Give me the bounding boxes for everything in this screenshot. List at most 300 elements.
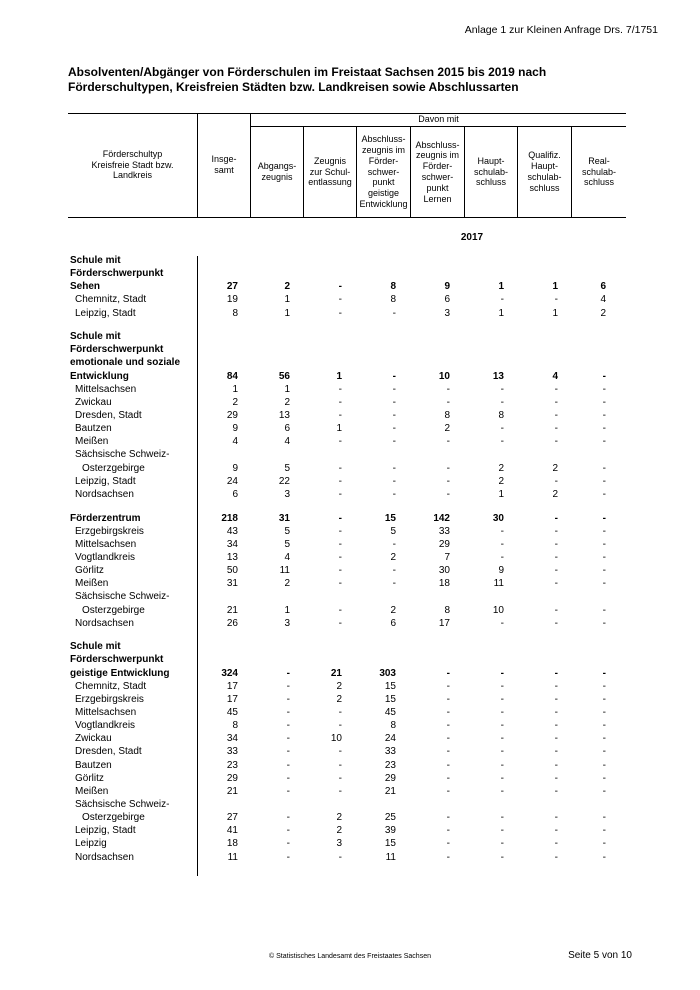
table-row bbox=[68, 772, 626, 785]
row-value: 303 bbox=[379, 667, 396, 679]
row-value: - bbox=[602, 512, 606, 524]
row-value: 15 bbox=[384, 512, 396, 524]
row-value: - bbox=[500, 772, 504, 784]
row-value: 9 bbox=[498, 565, 504, 577]
row-value: 18 bbox=[226, 838, 238, 850]
row-label: Erzgebirgskreis bbox=[75, 693, 144, 705]
table-row bbox=[68, 680, 626, 693]
row-value: - bbox=[602, 423, 606, 435]
row-value: - bbox=[602, 604, 606, 616]
row-label: Bautzen bbox=[75, 423, 112, 435]
row-value: 18 bbox=[438, 578, 450, 590]
row-value: - bbox=[446, 383, 450, 395]
row-value: - bbox=[392, 370, 396, 382]
row-value: - bbox=[554, 436, 558, 448]
table-row bbox=[68, 396, 626, 409]
table-row bbox=[68, 435, 626, 448]
row-value: - bbox=[500, 733, 504, 745]
row-value: - bbox=[446, 733, 450, 745]
row-value: - bbox=[554, 693, 558, 705]
row-value: - bbox=[602, 396, 606, 408]
row-value: - bbox=[500, 667, 504, 679]
header-davon-cell bbox=[251, 113, 626, 126]
row-value: 1 bbox=[232, 383, 238, 395]
row-value: - bbox=[338, 565, 342, 577]
row-value: - bbox=[286, 720, 290, 732]
table-row bbox=[68, 370, 626, 383]
row-value: 19 bbox=[226, 294, 238, 306]
row-value: 142 bbox=[433, 512, 450, 524]
row-value: - bbox=[554, 578, 558, 590]
row-value: 13 bbox=[492, 370, 504, 382]
header-col-text bbox=[258, 161, 297, 183]
row-value: 31 bbox=[226, 578, 238, 590]
row-value: 2 bbox=[498, 475, 504, 487]
row-value: - bbox=[554, 383, 558, 395]
row-label: Meißen bbox=[75, 436, 109, 448]
row-value: 3 bbox=[284, 488, 290, 500]
row-value: 1 bbox=[336, 370, 342, 382]
row-value: - bbox=[446, 488, 450, 500]
table-row bbox=[68, 706, 626, 719]
row-value: 3 bbox=[284, 617, 290, 629]
annex-reference: Anlage 1 zur Kleinen Anfrage Drs. 7/1751 bbox=[464, 24, 658, 36]
row-value: - bbox=[286, 746, 290, 758]
table-row bbox=[68, 759, 626, 772]
row-value: 6 bbox=[600, 281, 606, 293]
row-label: Leipzig bbox=[75, 838, 107, 850]
row-value: - bbox=[500, 436, 504, 448]
row-value: 2 bbox=[284, 578, 290, 590]
row-value: - bbox=[500, 423, 504, 435]
data-table bbox=[68, 113, 626, 876]
header-col-text bbox=[415, 140, 459, 205]
row-value: - bbox=[446, 667, 450, 679]
row-value: - bbox=[602, 565, 606, 577]
row-value: 3 bbox=[336, 838, 342, 850]
table-row bbox=[68, 538, 626, 551]
row-label: Leipzig, Stadt bbox=[75, 307, 136, 319]
row-value: 1 bbox=[284, 604, 290, 616]
row-value: 1 bbox=[498, 488, 504, 500]
header-total-cell bbox=[198, 113, 250, 217]
row-value: - bbox=[338, 307, 342, 319]
row-label: Osterzgebirge bbox=[82, 604, 145, 616]
header-col-line: schulab- bbox=[581, 166, 617, 177]
row-value: - bbox=[554, 733, 558, 745]
row-value: 21 bbox=[384, 785, 396, 797]
row-value: - bbox=[554, 720, 558, 732]
row-value: 17 bbox=[226, 693, 238, 705]
row-value: - bbox=[500, 525, 504, 537]
row-value: 6 bbox=[390, 617, 396, 629]
row-value: - bbox=[338, 772, 342, 784]
row-value: 9 bbox=[444, 281, 450, 293]
row-value: 8 bbox=[498, 410, 504, 422]
table-row bbox=[68, 267, 626, 280]
row-value: - bbox=[446, 680, 450, 692]
row-value: - bbox=[392, 462, 396, 474]
row-label: Leipzig, Stadt bbox=[75, 475, 136, 487]
row-value: 6 bbox=[284, 423, 290, 435]
table-row bbox=[68, 785, 626, 798]
row-value: - bbox=[286, 812, 290, 824]
row-value: - bbox=[500, 759, 504, 771]
row-value: 50 bbox=[226, 565, 238, 577]
row-label: Osterzgebirge bbox=[82, 462, 145, 474]
header-col-text bbox=[308, 156, 352, 188]
row-value: - bbox=[554, 294, 558, 306]
row-value: 15 bbox=[384, 693, 396, 705]
row-value: - bbox=[554, 617, 558, 629]
row-value: 22 bbox=[278, 475, 290, 487]
row-value: - bbox=[602, 693, 606, 705]
table-row bbox=[68, 356, 626, 369]
row-value: - bbox=[602, 488, 606, 500]
row-value: 34 bbox=[226, 733, 238, 745]
row-value: 31 bbox=[278, 512, 290, 524]
row-label: Meißen bbox=[75, 785, 109, 797]
table-row bbox=[68, 293, 626, 306]
row-label: Schule mit bbox=[70, 255, 121, 266]
row-value: 4 bbox=[284, 551, 290, 563]
row-value: - bbox=[392, 396, 396, 408]
row-value: 4 bbox=[232, 436, 238, 448]
row-value: 1 bbox=[498, 307, 504, 319]
header-col-line: Haupt- bbox=[477, 155, 505, 166]
row-value: 1 bbox=[498, 281, 504, 293]
row-value: - bbox=[446, 462, 450, 474]
header-label-line: Landkreis bbox=[112, 170, 152, 181]
row-value: 2 bbox=[552, 462, 558, 474]
table-row bbox=[68, 653, 626, 666]
row-value: - bbox=[554, 746, 558, 758]
row-label: Bautzen bbox=[75, 759, 112, 771]
row-value: 2 bbox=[390, 604, 396, 616]
row-value: 1 bbox=[336, 423, 342, 435]
header-col-cell bbox=[357, 127, 410, 217]
row-value: 2 bbox=[498, 462, 504, 474]
row-value: 21 bbox=[226, 604, 238, 616]
row-value: 23 bbox=[384, 759, 396, 771]
row-value: - bbox=[500, 383, 504, 395]
row-value: 1 bbox=[284, 383, 290, 395]
row-value: - bbox=[338, 383, 342, 395]
row-value: 2 bbox=[600, 307, 606, 319]
row-value: - bbox=[554, 680, 558, 692]
row-value: 45 bbox=[226, 707, 238, 718]
row-label: Sehen bbox=[70, 281, 101, 293]
header-col-line: zeugnis im bbox=[415, 150, 459, 161]
row-value: - bbox=[392, 565, 396, 577]
row-value: 17 bbox=[438, 617, 450, 629]
row-label: Schule mit bbox=[70, 641, 121, 653]
row-value: 4 bbox=[600, 294, 606, 306]
table-row bbox=[68, 693, 626, 706]
row-value: - bbox=[446, 707, 450, 718]
row-value: - bbox=[392, 383, 396, 395]
row-value: - bbox=[446, 759, 450, 771]
row-value: 4 bbox=[552, 370, 558, 382]
row-value: - bbox=[602, 785, 606, 797]
row-value: - bbox=[602, 667, 606, 679]
table-row bbox=[68, 732, 626, 745]
row-value: - bbox=[554, 565, 558, 577]
table-row bbox=[68, 475, 626, 488]
row-value: 24 bbox=[384, 733, 396, 745]
row-value: - bbox=[554, 396, 558, 408]
row-value: 10 bbox=[492, 604, 504, 616]
header-col-line: Abschluss- bbox=[361, 134, 406, 145]
table-row bbox=[68, 525, 626, 538]
row-value: - bbox=[338, 759, 342, 771]
row-value: - bbox=[554, 423, 558, 435]
row-value: - bbox=[602, 746, 606, 758]
row-value: 2 bbox=[336, 680, 342, 692]
row-value: 324 bbox=[221, 667, 238, 679]
row-value: 5 bbox=[284, 462, 290, 474]
row-value: 5 bbox=[284, 525, 290, 537]
row-value: - bbox=[500, 396, 504, 408]
header-bottom-rule bbox=[68, 217, 626, 218]
row-value: - bbox=[338, 488, 342, 500]
title-line-2: Förderschultypen, Kreisfreien Städten bzw. Landkreisen sowie Abschlussarten bbox=[68, 80, 519, 94]
row-label: Mittelsachsen bbox=[75, 707, 137, 718]
row-value: - bbox=[338, 851, 342, 863]
row-value: - bbox=[602, 617, 606, 629]
row-value: - bbox=[446, 838, 450, 850]
row-value: 10 bbox=[330, 733, 342, 745]
row-label: Mittelsachsen bbox=[75, 538, 137, 550]
table-row bbox=[68, 617, 626, 630]
row-label: Görlitz bbox=[75, 565, 104, 577]
row-value: 45 bbox=[384, 707, 396, 718]
row-value: 27 bbox=[226, 812, 238, 824]
row-value: - bbox=[392, 538, 396, 550]
row-value: - bbox=[554, 812, 558, 824]
row-value: - bbox=[286, 680, 290, 692]
header-total-line: Insge- bbox=[211, 154, 237, 165]
table-body bbox=[68, 254, 626, 864]
row-label: Schule mit bbox=[70, 331, 121, 343]
row-value: - bbox=[446, 772, 450, 784]
row-value: 23 bbox=[226, 759, 238, 771]
row-value: - bbox=[602, 538, 606, 550]
table-row bbox=[68, 551, 626, 564]
row-value: 1 bbox=[552, 281, 558, 293]
header-col-cell bbox=[518, 127, 571, 217]
row-value: - bbox=[602, 525, 606, 537]
row-value: - bbox=[392, 423, 396, 435]
row-value: 29 bbox=[438, 538, 450, 550]
row-label: Dresden, Stadt bbox=[75, 410, 142, 422]
page-title bbox=[68, 65, 648, 95]
header-col-line: Real- bbox=[588, 155, 610, 166]
row-value: - bbox=[338, 294, 342, 306]
row-value: 11 bbox=[227, 851, 238, 863]
row-value: - bbox=[500, 838, 504, 850]
row-value: - bbox=[554, 410, 558, 422]
row-value: - bbox=[338, 538, 342, 550]
header-col-cell bbox=[251, 127, 303, 217]
header-col-line: punkt bbox=[372, 177, 395, 188]
row-value: - bbox=[286, 785, 290, 797]
row-value: 25 bbox=[384, 812, 396, 824]
row-value: - bbox=[602, 825, 606, 837]
row-value: - bbox=[602, 436, 606, 448]
table-row bbox=[68, 590, 626, 603]
table-row bbox=[68, 330, 626, 343]
row-value: - bbox=[602, 720, 606, 732]
header-col-text bbox=[359, 134, 407, 210]
header-label-line: Förderschultyp bbox=[102, 148, 163, 159]
header-col-line: schluss bbox=[529, 182, 560, 193]
row-value: - bbox=[392, 436, 396, 448]
row-value: - bbox=[286, 772, 290, 784]
row-value: 2 bbox=[336, 812, 342, 824]
table-row bbox=[68, 343, 626, 356]
row-value: 2 bbox=[336, 825, 342, 837]
header-label-cell bbox=[68, 113, 197, 217]
row-value: - bbox=[554, 825, 558, 837]
table-row bbox=[68, 564, 626, 577]
footer-page-number: Seite 5 von 10 bbox=[568, 950, 632, 961]
row-value: - bbox=[554, 707, 558, 718]
row-value: 9 bbox=[232, 423, 238, 435]
header-col-line: Abgangs- bbox=[257, 161, 297, 172]
row-value: - bbox=[338, 281, 342, 293]
table-spacer bbox=[68, 320, 626, 331]
table-spacer bbox=[68, 501, 626, 512]
row-label: Vogtlandkreis bbox=[75, 551, 136, 563]
row-value: 17 bbox=[226, 680, 238, 692]
table-row bbox=[68, 577, 626, 590]
row-value: - bbox=[446, 693, 450, 705]
header-col-text bbox=[474, 156, 508, 188]
row-value: 56 bbox=[278, 370, 290, 382]
row-value: 2 bbox=[390, 551, 396, 563]
row-label: Nordsachsen bbox=[75, 488, 134, 500]
row-value: - bbox=[500, 720, 504, 732]
header-davon-text: Davon mit bbox=[418, 114, 459, 125]
row-value: - bbox=[500, 680, 504, 692]
row-label: Nordsachsen bbox=[75, 617, 134, 629]
row-value: - bbox=[602, 733, 606, 745]
row-label: Erzgebirgskreis bbox=[75, 525, 144, 537]
header-col-line: schulab- bbox=[473, 166, 509, 177]
table-row bbox=[68, 719, 626, 732]
row-value: 8 bbox=[232, 307, 238, 319]
header-col-line: schulab- bbox=[527, 172, 562, 182]
row-value: - bbox=[338, 396, 342, 408]
table-row bbox=[68, 798, 626, 811]
row-value: 34 bbox=[226, 538, 238, 550]
header-col-line: Qualifiz. bbox=[528, 150, 561, 161]
row-value: 2 bbox=[284, 396, 290, 408]
row-value: - bbox=[602, 680, 606, 692]
row-value: - bbox=[446, 436, 450, 448]
title-line-1: Absolventen/Abgänger von Förderschulen im Freistaat Sachsen 2015 bis 2019 nach bbox=[68, 65, 547, 79]
table-row bbox=[68, 604, 626, 617]
table-row bbox=[68, 745, 626, 758]
year-label: 2017 bbox=[460, 232, 484, 243]
row-value: 7 bbox=[444, 551, 450, 563]
row-label: Förderzentrum bbox=[70, 512, 141, 524]
row-value: 8 bbox=[444, 410, 450, 422]
row-label: Mittelsachsen bbox=[75, 383, 137, 395]
row-value: - bbox=[392, 475, 396, 487]
row-value: - bbox=[500, 617, 504, 629]
row-value: - bbox=[338, 707, 342, 718]
row-value: 2 bbox=[552, 488, 558, 500]
row-value: - bbox=[554, 759, 558, 771]
row-value: - bbox=[286, 759, 290, 771]
row-label: Dresden, Stadt bbox=[75, 746, 142, 758]
row-value: - bbox=[554, 475, 558, 487]
header-col-line: schwer- bbox=[367, 166, 400, 177]
row-value: - bbox=[500, 812, 504, 824]
row-value: - bbox=[338, 604, 342, 616]
row-value: - bbox=[286, 693, 290, 705]
header-col-line: entlassung bbox=[308, 177, 352, 188]
row-value: 6 bbox=[444, 294, 450, 306]
row-value: - bbox=[338, 551, 342, 563]
row-value: - bbox=[602, 475, 606, 487]
row-value: 1 bbox=[284, 294, 290, 306]
row-value: 26 bbox=[226, 617, 238, 629]
header-col-cell bbox=[304, 127, 356, 217]
row-value: - bbox=[286, 733, 290, 745]
row-value: - bbox=[554, 785, 558, 797]
row-value: - bbox=[338, 785, 342, 797]
header-col-line: schluss bbox=[583, 177, 614, 188]
header-col-cell bbox=[572, 127, 626, 217]
row-value: 4 bbox=[284, 436, 290, 448]
header-col-line: zeugnis bbox=[261, 172, 293, 182]
row-value: 21 bbox=[226, 785, 238, 797]
row-value: - bbox=[338, 746, 342, 758]
row-value: - bbox=[338, 720, 342, 732]
row-value: - bbox=[446, 475, 450, 487]
header-col-line: schwer- bbox=[421, 172, 454, 182]
row-value: 43 bbox=[226, 525, 238, 537]
row-value: 30 bbox=[438, 565, 450, 577]
row-value: 33 bbox=[226, 746, 238, 758]
header-col-line: Haupt- bbox=[530, 161, 558, 172]
header-col-line: Förder- bbox=[368, 155, 399, 166]
row-value: - bbox=[602, 551, 606, 563]
row-value: - bbox=[602, 578, 606, 590]
row-value: 29 bbox=[384, 772, 396, 784]
row-value: - bbox=[286, 851, 290, 863]
row-value: 5 bbox=[284, 538, 290, 550]
row-value: - bbox=[446, 812, 450, 824]
row-value: 15 bbox=[384, 838, 396, 850]
row-label: emotionale und soziale bbox=[70, 357, 181, 369]
table-row bbox=[68, 409, 626, 422]
table-row bbox=[68, 280, 626, 293]
row-value: 3 bbox=[444, 307, 450, 319]
table-row bbox=[68, 640, 626, 653]
table-row bbox=[68, 512, 626, 525]
table-row bbox=[68, 824, 626, 837]
row-value: - bbox=[286, 838, 290, 850]
row-value: - bbox=[392, 488, 396, 500]
table-row bbox=[68, 837, 626, 850]
row-label: Entwicklung bbox=[70, 370, 129, 382]
row-value: 2 bbox=[444, 423, 450, 435]
header-col-line: Lernen bbox=[423, 193, 452, 204]
